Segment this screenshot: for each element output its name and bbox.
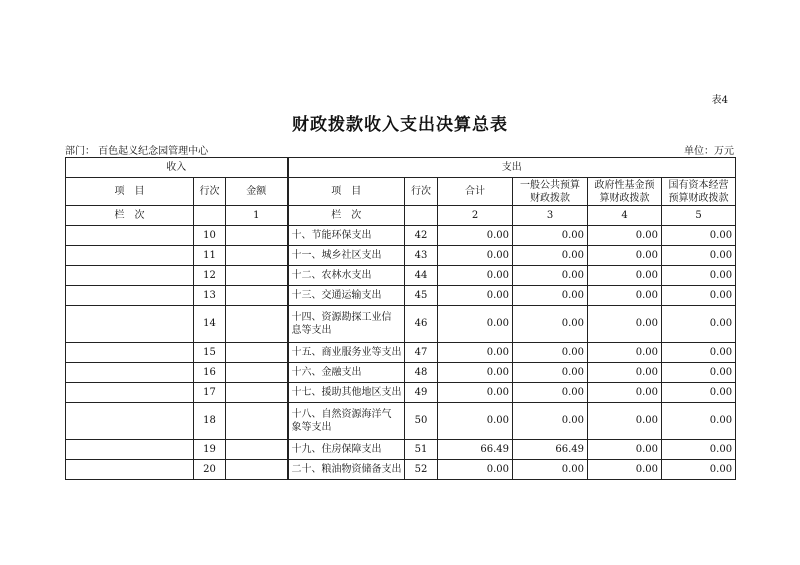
fund-budget-cell: 0.00 [588,246,662,266]
general-budget-cell: 0.00 [513,266,588,286]
income-item-header: 项 目 [66,178,194,206]
income-amount-cell [226,306,288,343]
budget-table [65,157,736,480]
state-capital-header: 国有资本经营预算财政拨款 [662,178,736,206]
income-amount-cell [226,440,288,460]
expense-group-header: 支出 [288,158,736,178]
income-row-no-cell: 11 [194,246,226,266]
general-budget-cell: 0.00 [513,363,588,383]
total-header: 合计 [438,178,513,206]
income-amount-cell [226,286,288,306]
table-row [66,246,736,266]
expense-row-no-cell: 48 [405,363,438,383]
income-row-no-cell: 10 [194,226,226,246]
table-row [66,383,736,403]
expense-item-header: 项 目 [288,178,405,206]
general-budget-cell: 0.00 [513,246,588,266]
general-budget-header: 一般公共预算财政拨款 [513,178,588,206]
state-capital-cell: 0.00 [662,440,736,460]
fund-budget-header: 政府性基金预算财政拨款 [588,178,662,206]
general-budget-cell: 0.00 [513,226,588,246]
fund-budget-cell: 0.00 [588,343,662,363]
index-empty [405,206,438,226]
table-row [66,226,736,246]
income-item-cell [66,286,194,306]
income-row-no-cell: 20 [194,460,226,480]
index-general: 3 [513,206,588,226]
income-row-no-cell: 14 [194,306,226,343]
index-fund: 4 [588,206,662,226]
expense-item-cell: 十六、金融支出 [288,363,405,383]
income-row-no-cell: 16 [194,363,226,383]
total-cell: 0.00 [438,226,513,246]
income-row-no-cell: 19 [194,440,226,460]
index-label: 栏 次 [66,206,194,226]
income-amount-cell [226,363,288,383]
income-amount-cell [226,226,288,246]
income-amount-cell [226,460,288,480]
state-capital-cell: 0.00 [662,403,736,440]
expense-item-cell: 十九、住房保障支出 [288,440,405,460]
total-cell: 0.00 [438,286,513,306]
income-row-no-cell: 18 [194,403,226,440]
total-cell: 66.49 [438,440,513,460]
expense-row-no-cell: 42 [405,226,438,246]
table-number: 表4 [711,95,728,106]
total-cell: 0.00 [438,383,513,403]
fund-budget-cell: 0.00 [588,286,662,306]
income-item-cell [66,266,194,286]
income-item-cell [66,403,194,440]
income-item-cell [66,383,194,403]
general-budget-cell: 0.00 [513,343,588,363]
income-item-cell [66,363,194,383]
total-cell: 0.00 [438,403,513,440]
group-header-row [66,158,736,178]
income-amount-cell [226,266,288,286]
table-row [66,403,736,440]
expense-item-cell: 十二、农林水支出 [288,266,405,286]
general-budget-cell: 0.00 [513,383,588,403]
income-amount-header: 金额 [226,178,288,206]
income-row-no-header: 行次 [194,178,226,206]
general-budget-cell: 0.00 [513,286,588,306]
income-group-header: 收入 [66,158,288,178]
expense-row-no-cell: 47 [405,343,438,363]
income-item-cell [66,343,194,363]
department-label: 部门： 百色起义纪念园管理中心 [65,146,209,157]
table-row [66,440,736,460]
fund-budget-cell: 0.00 [588,403,662,440]
expense-row-no-cell: 43 [405,246,438,266]
general-budget-cell: 0.00 [513,306,588,343]
table-row [66,266,736,286]
column-header-row [66,178,736,206]
general-budget-cell: 0.00 [513,460,588,480]
unit-label: 单位：万元 [684,146,734,157]
income-row-no-cell: 15 [194,343,226,363]
fund-budget-cell: 0.00 [588,266,662,286]
fund-budget-cell: 0.00 [588,383,662,403]
expense-item-cell: 十、节能环保支出 [288,226,405,246]
income-row-no-cell: 12 [194,266,226,286]
expense-item-cell: 十五、商业服务业等支出 [288,343,405,363]
income-item-cell [66,246,194,266]
index-state: 5 [662,206,736,226]
state-capital-cell: 0.00 [662,226,736,246]
general-budget-cell: 66.49 [513,440,588,460]
table-row [66,306,736,343]
general-budget-cell: 0.00 [513,403,588,440]
income-item-cell [66,306,194,343]
state-capital-cell: 0.00 [662,343,736,363]
total-cell: 0.00 [438,306,513,343]
expense-item-cell: 十八、自然资源海洋气象等支出 [288,403,405,440]
total-cell: 0.00 [438,343,513,363]
expense-item-cell: 二十、粮油物资储备支出 [288,460,405,480]
income-item-cell [66,226,194,246]
expense-row-no-cell: 50 [405,403,438,440]
state-capital-cell: 0.00 [662,286,736,306]
fund-budget-cell: 0.00 [588,440,662,460]
state-capital-cell: 0.00 [662,266,736,286]
expense-row-no-cell: 45 [405,286,438,306]
total-cell: 0.00 [438,266,513,286]
income-row-no-cell: 13 [194,286,226,306]
fund-budget-cell: 0.00 [588,306,662,343]
income-amount-cell [226,403,288,440]
expense-row-no-cell: 52 [405,460,438,480]
table-row [66,363,736,383]
state-capital-cell: 0.00 [662,306,736,343]
income-amount-cell [226,343,288,363]
expense-row-no-cell: 44 [405,266,438,286]
expense-item-cell: 十一、城乡社区支出 [288,246,405,266]
total-cell: 0.00 [438,460,513,480]
income-row-no-cell: 17 [194,383,226,403]
income-item-cell [66,460,194,480]
income-amount-cell [226,383,288,403]
state-capital-cell: 0.00 [662,383,736,403]
index-amount: 1 [226,206,288,226]
index-row [66,206,736,226]
index-total: 2 [438,206,513,226]
total-cell: 0.00 [438,363,513,383]
state-capital-cell: 0.00 [662,246,736,266]
expense-item-cell: 十三、交通运输支出 [288,286,405,306]
expense-item-cell: 十四、资源勘探工业信息等支出 [288,306,405,343]
table-row [66,460,736,480]
state-capital-cell: 0.00 [662,363,736,383]
total-cell: 0.00 [438,246,513,266]
expense-row-no-cell: 49 [405,383,438,403]
table-row [66,286,736,306]
page-title: 财政拨款收入支出决算总表 [292,115,508,135]
fund-budget-cell: 0.00 [588,363,662,383]
table-row [66,343,736,363]
fund-budget-cell: 0.00 [588,460,662,480]
expense-item-cell: 十七、援助其他地区支出 [288,383,405,403]
fund-budget-cell: 0.00 [588,226,662,246]
expense-row-no-header: 行次 [405,178,438,206]
state-capital-cell: 0.00 [662,460,736,480]
expense-row-no-cell: 51 [405,440,438,460]
income-amount-cell [226,246,288,266]
expense-row-no-cell: 46 [405,306,438,343]
index-expense-label: 栏 次 [288,206,405,226]
income-item-cell [66,440,194,460]
index-empty [194,206,226,226]
